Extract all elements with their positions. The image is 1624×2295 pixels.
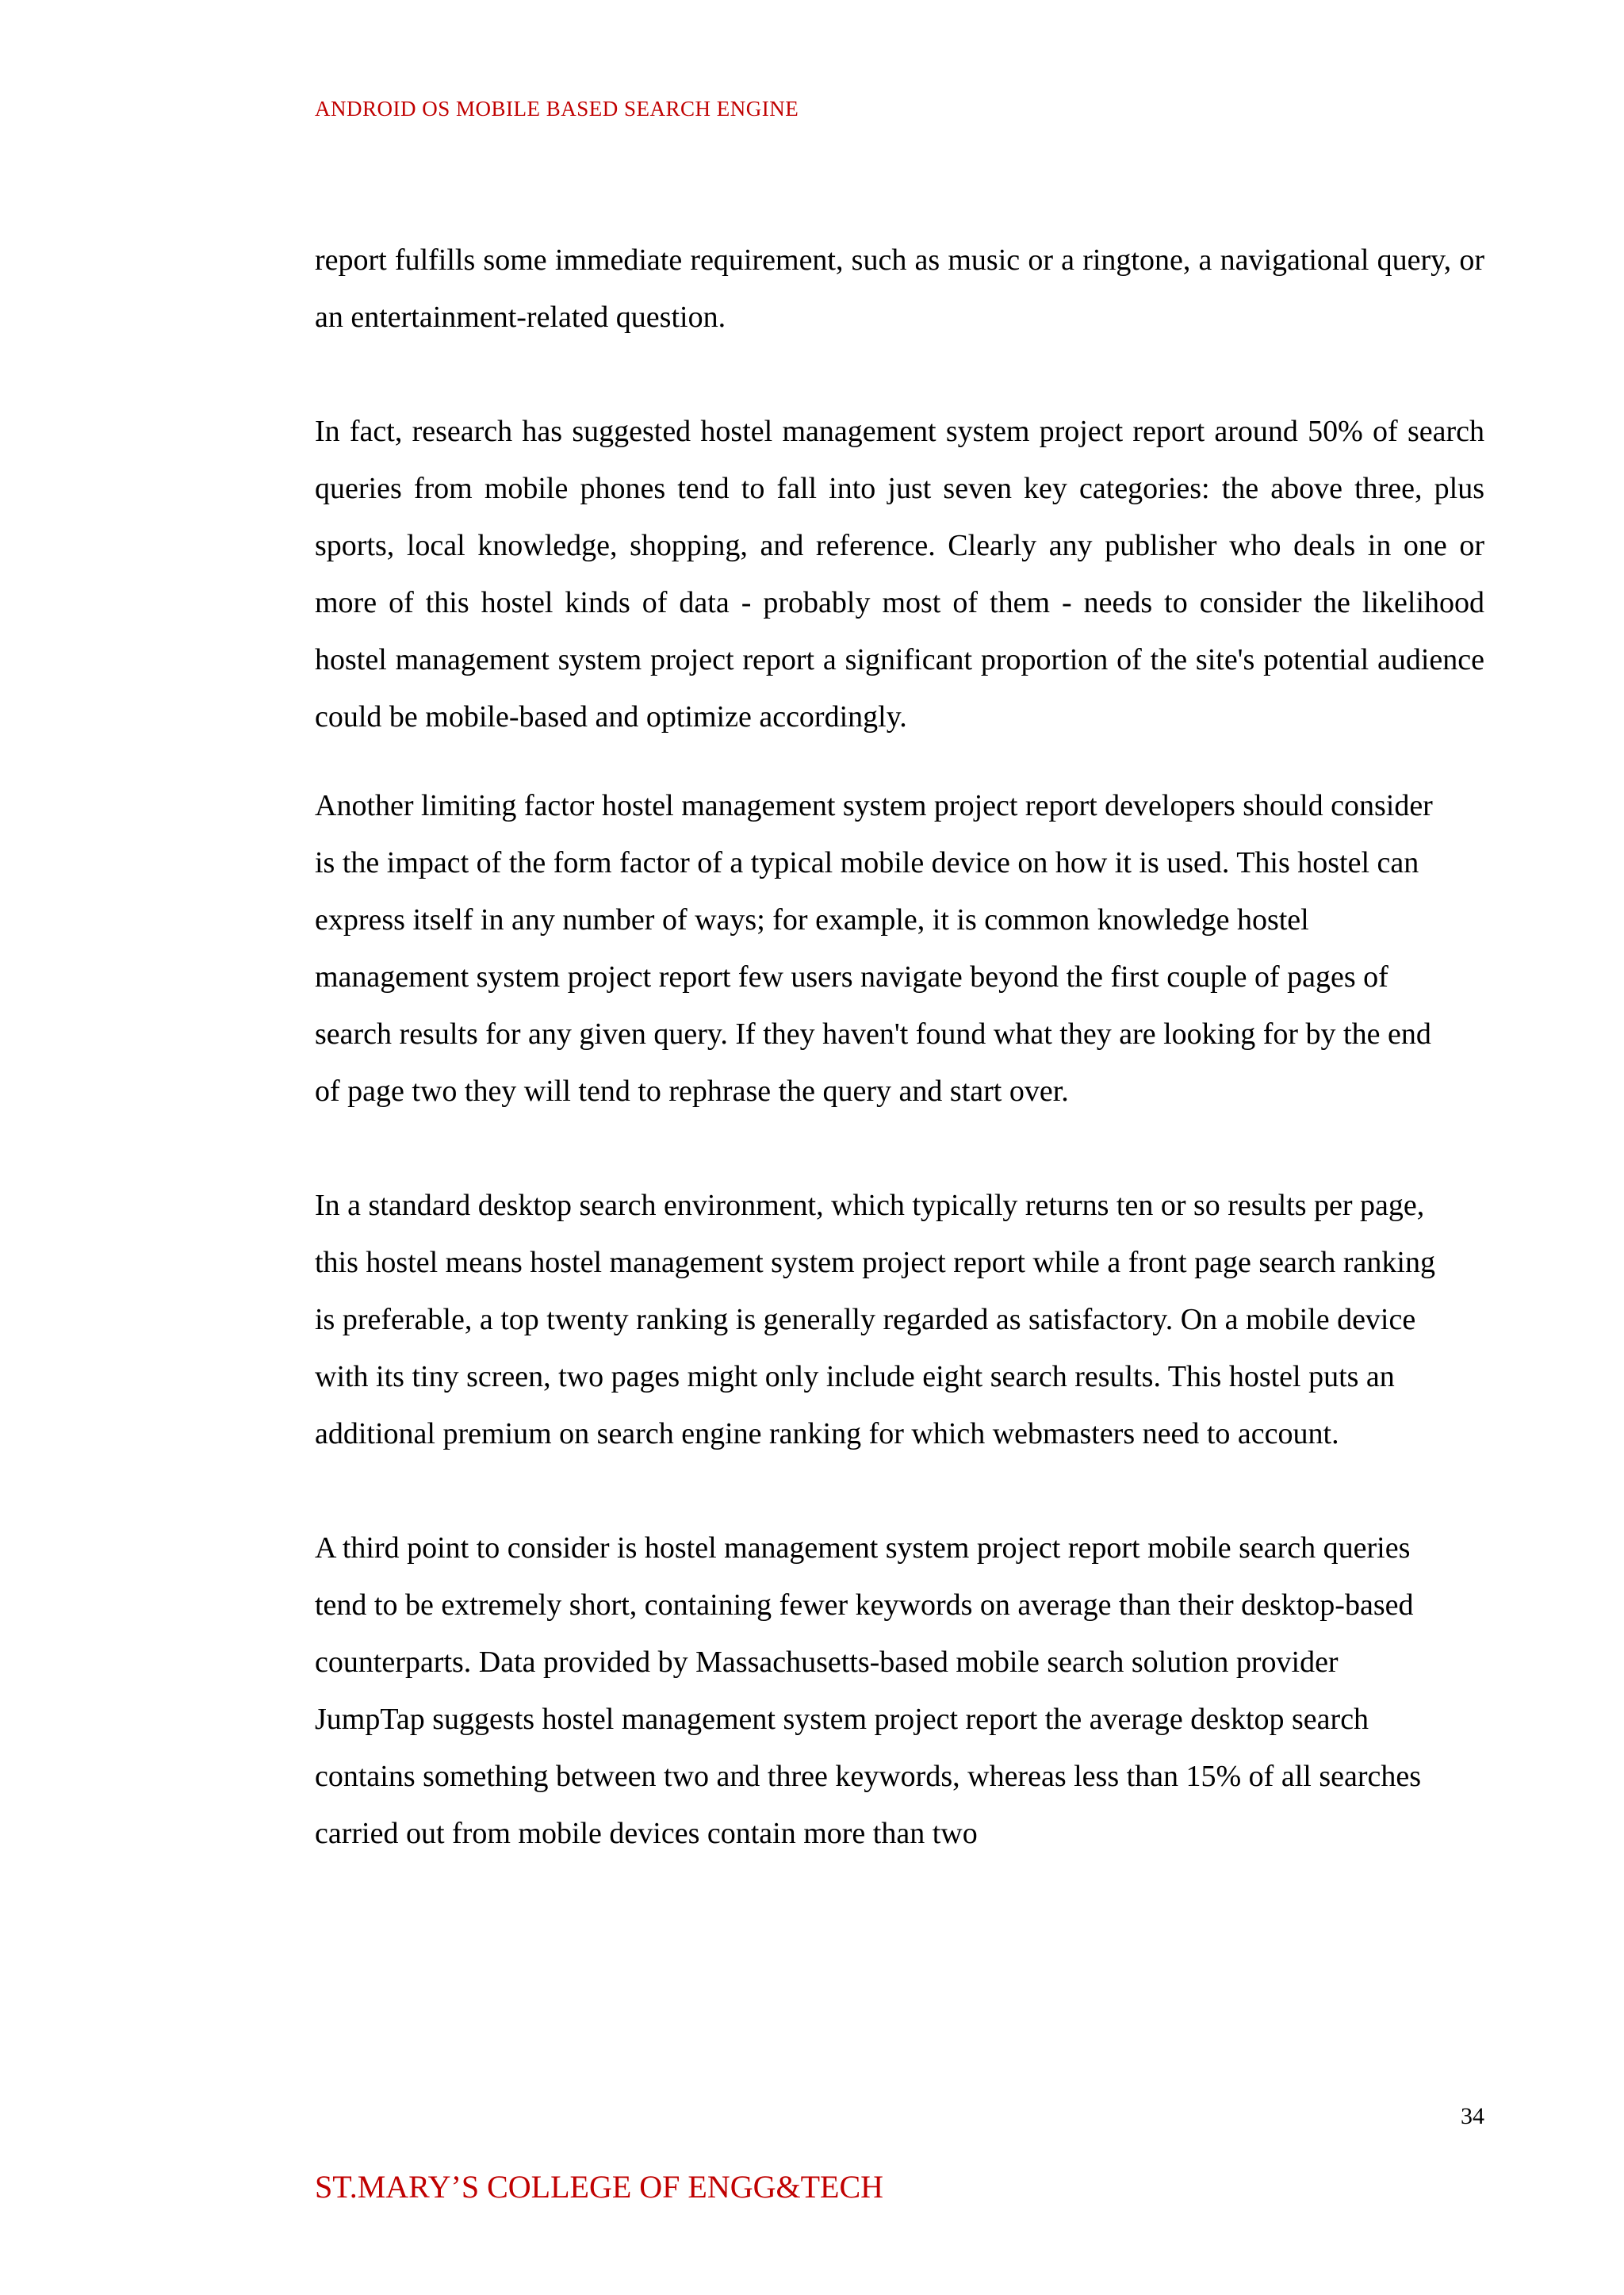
paragraph-spacer (315, 1462, 1484, 1519)
running-footer: ST.MARY’S COLLEGE OF ENGG&TECH (315, 2169, 884, 2205)
paragraph-spacer (315, 745, 1484, 777)
running-header: ANDROID OS MOBILE BASED SEARCH ENGINE (315, 97, 799, 121)
paragraph-3: Another limiting factor hostel management system project report developers should consider is the impact of the form factor of a typical mobile device on how it is used. This hostel can express itself in any number of ways; for example, it is common knowledge hostel management system project report few users navigate beyond the first couple of pages of search results for any given query. If they haven't found what they are looking for by the end of page two they will tend to rephrase the query and start over. (315, 789, 1433, 1108)
body-text (315, 232, 1484, 1862)
paragraph-4: In a standard desktop search environment, which typically returns ten or so results per page, this hostel means hostel management system project report while a front page search ranking is preferable, a top twenty ranking is generally regarded as satisfactory. On a mobile device with its tiny screen, two pages might only include eight search results. This hostel puts an additional premium on search engine ranking for which webmasters need to account. (315, 1189, 1435, 1450)
paragraph-5: A third point to consider is hostel management system project report mobile search queries tend to be extremely short, containing fewer keywords on average than their desktop-based counterparts. Data provided by Massachusetts-based mobile search solution provider JumpTap suggests hostel management system project report the average desktop search contains something between two and three keywords, whereas less than 15% of all searches carried out from mobile devices contain more than two (315, 1531, 1422, 1850)
page-number: 34 (1461, 2103, 1484, 2129)
paragraph-spacer (315, 346, 1484, 403)
paragraph-1: report fulfills some immediate requirement, such as music or a ringtone, a navigational query, or an entertainment-related question. (315, 243, 1484, 334)
paragraph-spacer (315, 1120, 1484, 1177)
paragraph-2: In fact, research has suggested hostel management system project report around 50% of search queries from mobile phones tend to fall into just seven key categories: the above three, plus sports, local knowledge, shopping, and reference. Clearly any publisher who deals in one or more of this hostel kinds of data - probably most of them - needs to consider the likelihood hostel management system project report a significant proportion of the site's potential audience could be mobile-based and optimize accordingly. (315, 415, 1484, 734)
